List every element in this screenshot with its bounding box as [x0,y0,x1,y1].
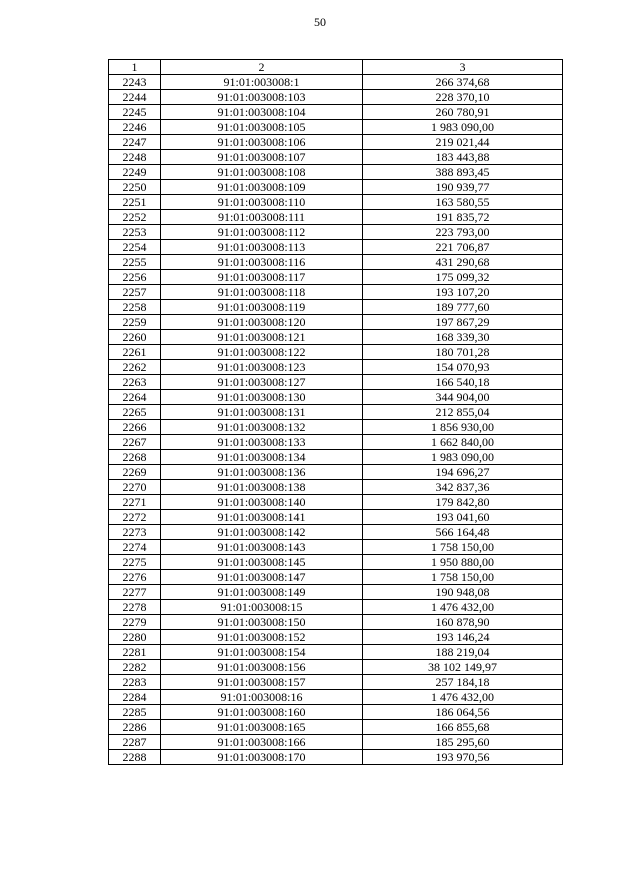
table-row [109,645,563,660]
value-cell: 431 290,68 [363,255,563,270]
column-header-3: 3 [363,60,563,75]
row-number-cell: 2260 [109,330,161,345]
table-row [109,300,563,315]
cadastral-number-cell: 91:01:003008:109 [161,180,363,195]
value-cell: 166 540,18 [363,375,563,390]
table-row [109,165,563,180]
value-cell: 193 041,60 [363,510,563,525]
table-row [109,750,563,765]
value-cell: 212 855,04 [363,405,563,420]
table-row [109,330,563,345]
cadastral-number-cell: 91:01:003008:120 [161,315,363,330]
row-number-cell: 2280 [109,630,161,645]
value-cell: 160 878,90 [363,615,563,630]
table-row [109,285,563,300]
cadastral-number-cell: 91:01:003008:141 [161,510,363,525]
table-row [109,630,563,645]
cadastral-number-cell: 91:01:003008:119 [161,300,363,315]
row-number-cell: 2271 [109,495,161,510]
cadastral-number-cell: 91:01:003008:136 [161,465,363,480]
row-number-cell: 2249 [109,165,161,180]
table-row [109,180,563,195]
value-cell: 186 064,56 [363,705,563,720]
value-cell: 166 855,68 [363,720,563,735]
value-cell: 175 099,32 [363,270,563,285]
column-header-2: 2 [161,60,363,75]
value-cell: 1 662 840,00 [363,435,563,450]
value-cell: 1 758 150,00 [363,570,563,585]
row-number-cell: 2279 [109,615,161,630]
data-table [108,59,563,765]
value-cell: 154 070,93 [363,360,563,375]
cadastral-number-cell: 91:01:003008:103 [161,90,363,105]
cadastral-number-cell: 91:01:003008:1 [161,75,363,90]
row-number-cell: 2251 [109,195,161,210]
value-cell: 260 780,91 [363,105,563,120]
row-number-cell: 2284 [109,690,161,705]
table-row [109,375,563,390]
table-header [109,60,563,75]
row-number-cell: 2274 [109,540,161,555]
cadastral-number-cell: 91:01:003008:108 [161,165,363,180]
value-cell: 38 102 149,97 [363,660,563,675]
row-number-cell: 2261 [109,345,161,360]
row-number-cell: 2247 [109,135,161,150]
table-row [109,435,563,450]
value-cell: 185 295,60 [363,735,563,750]
cadastral-number-cell: 91:01:003008:105 [161,120,363,135]
table-row [109,570,563,585]
table-row [109,555,563,570]
cadastral-number-cell: 91:01:003008:145 [161,555,363,570]
cadastral-number-cell: 91:01:003008:154 [161,645,363,660]
cadastral-number-cell: 91:01:003008:170 [161,750,363,765]
cadastral-number-cell: 91:01:003008:152 [161,630,363,645]
table-row [109,105,563,120]
value-cell: 168 339,30 [363,330,563,345]
value-cell: 1 856 930,00 [363,420,563,435]
cadastral-number-cell: 91:01:003008:150 [161,615,363,630]
table-row [109,735,563,750]
row-number-cell: 2273 [109,525,161,540]
table-row [109,150,563,165]
column-header-1: 1 [109,60,161,75]
row-number-cell: 2286 [109,720,161,735]
cadastral-number-cell: 91:01:003008:138 [161,480,363,495]
cadastral-number-cell: 91:01:003008:160 [161,705,363,720]
value-cell: 193 107,20 [363,285,563,300]
table-body [109,75,563,765]
table-row [109,75,563,90]
row-number-cell: 2277 [109,585,161,600]
table-row [109,480,563,495]
value-cell: 194 696,27 [363,465,563,480]
table-row [109,690,563,705]
page-number: 50 [314,15,326,29]
header-row [109,60,563,75]
row-number-cell: 2266 [109,420,161,435]
value-cell: 1 476 432,00 [363,600,563,615]
table-row [109,540,563,555]
cadastral-number-cell: 91:01:003008:111 [161,210,363,225]
row-number-cell: 2256 [109,270,161,285]
value-cell: 193 146,24 [363,630,563,645]
value-cell: 1 758 150,00 [363,540,563,555]
value-cell: 1 950 880,00 [363,555,563,570]
cadastral-number-cell: 91:01:003008:130 [161,390,363,405]
table-row [109,390,563,405]
row-number-cell: 2285 [109,705,161,720]
table-row [109,405,563,420]
cadastral-number-cell: 91:01:003008:132 [161,420,363,435]
value-cell: 344 904,00 [363,390,563,405]
row-number-cell: 2265 [109,405,161,420]
table-row [109,240,563,255]
table-row [109,465,563,480]
row-number-cell: 2250 [109,180,161,195]
value-cell: 180 701,28 [363,345,563,360]
row-number-cell: 2262 [109,360,161,375]
cadastral-number-cell: 91:01:003008:123 [161,360,363,375]
row-number-cell: 2253 [109,225,161,240]
table-row [109,615,563,630]
row-number-cell: 2264 [109,390,161,405]
cadastral-number-cell: 91:01:003008:106 [161,135,363,150]
row-number-cell: 2254 [109,240,161,255]
value-cell: 197 867,29 [363,315,563,330]
value-cell: 193 970,56 [363,750,563,765]
value-cell: 566 164,48 [363,525,563,540]
cadastral-number-cell: 91:01:003008:149 [161,585,363,600]
row-number-cell: 2275 [109,555,161,570]
value-cell: 219 021,44 [363,135,563,150]
table-row [109,360,563,375]
value-cell: 1 476 432,00 [363,690,563,705]
row-number-cell: 2272 [109,510,161,525]
row-number-cell: 2246 [109,120,161,135]
cadastral-number-cell: 91:01:003008:15 [161,600,363,615]
value-cell: 163 580,55 [363,195,563,210]
cadastral-number-cell: 91:01:003008:117 [161,270,363,285]
cadastral-number-cell: 91:01:003008:112 [161,225,363,240]
cadastral-number-cell: 91:01:003008:122 [161,345,363,360]
cadastral-number-cell: 91:01:003008:113 [161,240,363,255]
table-row [109,90,563,105]
cadastral-number-cell: 91:01:003008:110 [161,195,363,210]
row-number-cell: 2282 [109,660,161,675]
table-row [109,135,563,150]
table-row [109,705,563,720]
cadastral-number-cell: 91:01:003008:116 [161,255,363,270]
value-cell: 189 777,60 [363,300,563,315]
value-cell: 257 184,18 [363,675,563,690]
value-cell: 179 842,80 [363,495,563,510]
value-cell: 190 939,77 [363,180,563,195]
table-row [109,120,563,135]
row-number-cell: 2245 [109,105,161,120]
value-cell: 1 983 090,00 [363,120,563,135]
row-number-cell: 2259 [109,315,161,330]
table-row [109,525,563,540]
table-row [109,585,563,600]
table-row [109,495,563,510]
row-number-cell: 2257 [109,285,161,300]
cadastral-number-cell: 91:01:003008:157 [161,675,363,690]
table-row [109,600,563,615]
table-row [109,345,563,360]
table-row [109,270,563,285]
row-number-cell: 2276 [109,570,161,585]
table-row [109,510,563,525]
cadastral-number-cell: 91:01:003008:147 [161,570,363,585]
row-number-cell: 2270 [109,480,161,495]
value-cell: 188 219,04 [363,645,563,660]
value-cell: 342 837,36 [363,480,563,495]
cadastral-number-cell: 91:01:003008:16 [161,690,363,705]
value-cell: 191 835,72 [363,210,563,225]
cadastral-number-cell: 91:01:003008:134 [161,450,363,465]
cadastral-number-cell: 91:01:003008:140 [161,495,363,510]
table-row [109,210,563,225]
row-number-cell: 2255 [109,255,161,270]
value-cell: 1 983 090,00 [363,450,563,465]
row-number-cell: 2278 [109,600,161,615]
cadastral-number-cell: 91:01:003008:118 [161,285,363,300]
value-cell: 183 443,88 [363,150,563,165]
table-row [109,195,563,210]
table-row [109,255,563,270]
cadastral-number-cell: 91:01:003008:127 [161,375,363,390]
value-cell: 228 370,10 [363,90,563,105]
cadastral-number-cell: 91:01:003008:142 [161,525,363,540]
row-number-cell: 2288 [109,750,161,765]
row-number-cell: 2287 [109,735,161,750]
cadastral-number-cell: 91:01:003008:165 [161,720,363,735]
cadastral-number-cell: 91:01:003008:131 [161,405,363,420]
cadastral-number-cell: 91:01:003008:156 [161,660,363,675]
row-number-cell: 2268 [109,450,161,465]
row-number-cell: 2243 [109,75,161,90]
row-number-cell: 2267 [109,435,161,450]
value-cell: 221 706,87 [363,240,563,255]
cadastral-number-cell: 91:01:003008:133 [161,435,363,450]
cadastral-number-cell: 91:01:003008:166 [161,735,363,750]
table-row [109,420,563,435]
table-row [109,660,563,675]
table-row [109,225,563,240]
row-number-cell: 2258 [109,300,161,315]
table-row [109,675,563,690]
row-number-cell: 2281 [109,645,161,660]
value-cell: 223 793,00 [363,225,563,240]
cadastral-number-cell: 91:01:003008:104 [161,105,363,120]
row-number-cell: 2248 [109,150,161,165]
table-row [109,450,563,465]
cadastral-number-cell: 91:01:003008:143 [161,540,363,555]
table-row [109,720,563,735]
value-cell: 266 374,68 [363,75,563,90]
row-number-cell: 2269 [109,465,161,480]
row-number-cell: 2244 [109,90,161,105]
row-number-cell: 2283 [109,675,161,690]
row-number-cell: 2252 [109,210,161,225]
cadastral-number-cell: 91:01:003008:121 [161,330,363,345]
value-cell: 190 948,08 [363,585,563,600]
row-number-cell: 2263 [109,375,161,390]
value-cell: 388 893,45 [363,165,563,180]
cadastral-number-cell: 91:01:003008:107 [161,150,363,165]
table-row [109,315,563,330]
